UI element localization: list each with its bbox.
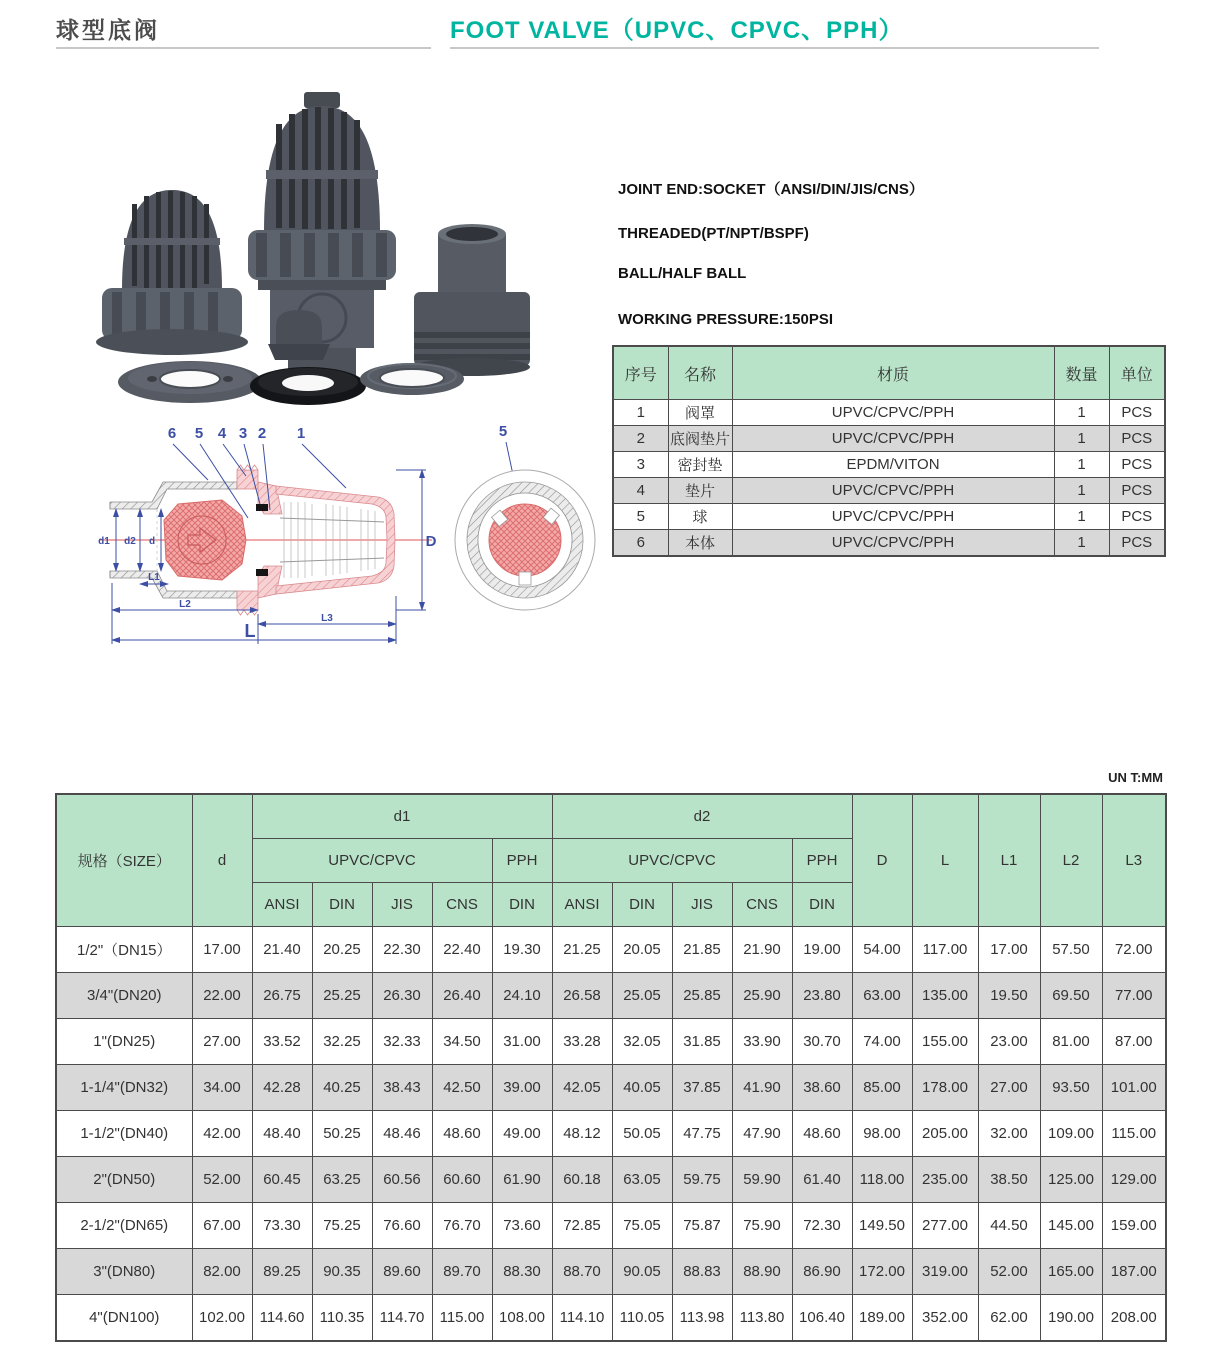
table-row (56, 1111, 1166, 1157)
dim-header-d2-group: d2 (552, 794, 852, 839)
table-cell: EPDM/VITON (732, 452, 1054, 478)
table-cell: 89.25 (252, 1249, 312, 1295)
table-cell: 1 (1054, 426, 1109, 452)
table-cell: 118.00 (852, 1157, 912, 1203)
dim-header-L: L (912, 794, 978, 927)
table-cell: 87.00 (1102, 1019, 1166, 1065)
parts-header-qty: 数量 (1054, 346, 1109, 400)
table-cell: 352.00 (912, 1295, 978, 1342)
spec-joint-end: JOINT END:SOCKET（ANSI/DIN/JIS/CNS） (618, 181, 924, 198)
table-cell: 60.56 (372, 1157, 432, 1203)
table-row (613, 452, 1165, 478)
table-cell: 75.05 (612, 1203, 672, 1249)
table-cell: 23.80 (792, 973, 852, 1019)
table-cell: UPVC/CPVC/PPH (732, 426, 1054, 452)
table-cell: 22.40 (432, 927, 492, 973)
table-cell: 27.00 (192, 1019, 252, 1065)
table-cell: PCS (1109, 452, 1165, 478)
callout-2: 2 (257, 425, 267, 442)
table-cell: 25.05 (612, 973, 672, 1019)
table-cell: 垫片 (668, 478, 732, 504)
table-cell: 77.00 (1102, 973, 1166, 1019)
table-cell: PCS (1109, 400, 1165, 426)
table-cell: 149.50 (852, 1203, 912, 1249)
table-cell: 52.00 (978, 1249, 1040, 1295)
table-cell: 81.00 (1040, 1019, 1102, 1065)
table-cell: 42.05 (552, 1065, 612, 1111)
table-cell: 86.90 (792, 1249, 852, 1295)
dim-header-d1-jis: JIS (372, 883, 432, 927)
table-cell: 88.70 (552, 1249, 612, 1295)
title-underline-left (56, 47, 431, 49)
table-cell: 67.00 (192, 1203, 252, 1249)
table-cell: 90.05 (612, 1249, 672, 1295)
table-cell: 1"(DN25) (56, 1019, 192, 1065)
table-cell: 159.00 (1102, 1203, 1166, 1249)
table-cell: 113.98 (672, 1295, 732, 1342)
table-cell: 40.05 (612, 1065, 672, 1111)
table-row (56, 1203, 1166, 1249)
table-cell: 1 (1054, 452, 1109, 478)
table-cell: 187.00 (1102, 1249, 1166, 1295)
table-cell: UPVC/CPVC/PPH (732, 504, 1054, 530)
dim-header-d1-upvc: UPVC/CPVC (252, 839, 492, 883)
dim-header-d1-cns: CNS (432, 883, 492, 927)
table-cell: 82.00 (192, 1249, 252, 1295)
dim-header-size: 规格（SIZE） (56, 794, 192, 927)
table-cell: 41.90 (732, 1065, 792, 1111)
table-cell: 1/2"（DN15） (56, 927, 192, 973)
dim-header-L2: L2 (1040, 794, 1102, 927)
table-cell: 26.58 (552, 973, 612, 1019)
page-title-chinese: 球型底阀 (56, 17, 160, 43)
table-cell: 106.40 (792, 1295, 852, 1342)
table-row (56, 1065, 1166, 1111)
table-cell: 26.30 (372, 973, 432, 1019)
table-cell: 34.00 (192, 1065, 252, 1111)
dim-header-d1-din: DIN (312, 883, 372, 927)
table-cell: 25.85 (672, 973, 732, 1019)
parts-table (612, 345, 1166, 557)
table-cell: 30.70 (792, 1019, 852, 1065)
table-cell: 88.90 (732, 1249, 792, 1295)
table-cell: 98.00 (852, 1111, 912, 1157)
table-cell: 1 (1054, 478, 1109, 504)
table-cell: 1 (1054, 530, 1109, 557)
dim-label-D: D (425, 533, 437, 550)
table-cell: 32.00 (978, 1111, 1040, 1157)
table-cell: 190.00 (1040, 1295, 1102, 1342)
table-cell: UPVC/CPVC/PPH (732, 530, 1054, 557)
table-cell: 3/4"(DN20) (56, 973, 192, 1019)
table-cell: 69.50 (1040, 973, 1102, 1019)
table-cell: 113.80 (732, 1295, 792, 1342)
table-cell: 2 (613, 426, 668, 452)
dimension-labels (98, 423, 507, 641)
table-cell: 31.85 (672, 1019, 732, 1065)
table-cell: 63.00 (852, 973, 912, 1019)
table-cell: 48.60 (792, 1111, 852, 1157)
dim-header-d1-ansi: ANSI (252, 883, 312, 927)
table-cell: 109.00 (1040, 1111, 1102, 1157)
table-cell: 48.40 (252, 1111, 312, 1157)
parts-header-material: 材质 (732, 346, 1054, 400)
table-row (613, 504, 1165, 530)
photo-left-strainer (96, 190, 248, 355)
table-cell: 22.00 (192, 973, 252, 1019)
table-row (56, 1157, 1166, 1203)
title-underline-right (450, 47, 1099, 49)
table-row (613, 400, 1165, 426)
table-cell: 60.60 (432, 1157, 492, 1203)
table-cell: 2"(DN50) (56, 1157, 192, 1203)
product-photo (60, 82, 580, 417)
table-cell: 31.00 (492, 1019, 552, 1065)
table-cell: 72.85 (552, 1203, 612, 1249)
dim-header-d2-ansi: ANSI (552, 883, 612, 927)
dim-header-L1: L1 (978, 794, 1040, 927)
table-cell: 75.87 (672, 1203, 732, 1249)
table-cell: 48.12 (552, 1111, 612, 1157)
table-cell: 5 (613, 504, 668, 530)
table-cell: 62.00 (978, 1295, 1040, 1342)
table-cell: 85.00 (852, 1065, 912, 1111)
table-cell: 34.50 (432, 1019, 492, 1065)
table-cell: 19.30 (492, 927, 552, 973)
dim-label-d: d (148, 536, 156, 547)
dimension-table (55, 793, 1167, 1342)
parts-header-name: 名称 (668, 346, 732, 400)
spec-threaded: THREADED(PT/NPT/BSPF) (618, 225, 809, 242)
callout-3: 3 (238, 425, 248, 442)
table-cell: 88.83 (672, 1249, 732, 1295)
table-cell: 阀罩 (668, 400, 732, 426)
table-cell: 114.70 (372, 1295, 432, 1342)
table-cell: 20.25 (312, 927, 372, 973)
table-row (613, 426, 1165, 452)
table-cell: 72.30 (792, 1203, 852, 1249)
dim-label-L1: L1 (148, 572, 160, 583)
table-cell: 165.00 (1040, 1249, 1102, 1295)
dim-label-L: L (244, 621, 256, 641)
table-cell: 48.46 (372, 1111, 432, 1157)
table-cell: 145.00 (1040, 1203, 1102, 1249)
front-callout-5: 5 (498, 423, 508, 440)
table-cell: 89.70 (432, 1249, 492, 1295)
page-title-english: FOOT VALVE（UPVC、CPVC、PPH） (450, 17, 904, 44)
table-cell: 135.00 (912, 973, 978, 1019)
dim-header-d2-cns: CNS (732, 883, 792, 927)
dim-header-d1-pph: PPH (492, 839, 552, 883)
table-row (56, 973, 1166, 1019)
table-cell: 38.50 (978, 1157, 1040, 1203)
table-cell: 38.60 (792, 1065, 852, 1111)
table-row (613, 478, 1165, 504)
table-cell: 72.00 (1102, 927, 1166, 973)
table-cell: 33.90 (732, 1019, 792, 1065)
table-cell: PCS (1109, 478, 1165, 504)
table-cell: 26.40 (432, 973, 492, 1019)
table-cell: PCS (1109, 426, 1165, 452)
table-cell: 17.00 (978, 927, 1040, 973)
table-cell: 50.25 (312, 1111, 372, 1157)
table-cell: 3 (613, 452, 668, 478)
dim-header-d2-jis: JIS (672, 883, 732, 927)
table-cell: 19.00 (792, 927, 852, 973)
table-cell: 32.05 (612, 1019, 672, 1065)
table-cell: 33.28 (552, 1019, 612, 1065)
table-cell: 205.00 (912, 1111, 978, 1157)
photo-right-socket (414, 224, 530, 376)
table-cell: 40.25 (312, 1065, 372, 1111)
table-cell: 93.50 (1040, 1065, 1102, 1111)
dim-label-L2: L2 (179, 599, 191, 610)
table-cell: 27.00 (978, 1065, 1040, 1111)
table-cell: 22.30 (372, 927, 432, 973)
table-cell: 本体 (668, 530, 732, 557)
table-cell: 102.00 (192, 1295, 252, 1342)
table-cell: 6 (613, 530, 668, 557)
table-row (56, 1295, 1166, 1342)
table-cell: 59.90 (732, 1157, 792, 1203)
table-cell: 319.00 (912, 1249, 978, 1295)
table-cell: 26.75 (252, 973, 312, 1019)
spec-ball-type: BALL/HALF BALL (618, 265, 747, 282)
table-cell: 39.00 (492, 1065, 552, 1111)
table-cell: 114.10 (552, 1295, 612, 1342)
table-cell: UPVC/CPVC/PPH (732, 478, 1054, 504)
dim-header-d2-pph: PPH (792, 839, 852, 883)
dim-header-L3: L3 (1102, 794, 1166, 927)
table-cell: 2-1/2"(DN65) (56, 1203, 192, 1249)
table-cell: 52.00 (192, 1157, 252, 1203)
parts-header-unit: 单位 (1109, 346, 1165, 400)
dim-label-d1: d1 (98, 536, 110, 547)
table-cell: 108.00 (492, 1295, 552, 1342)
table-cell: 88.30 (492, 1249, 552, 1295)
table-cell: 32.25 (312, 1019, 372, 1065)
table-cell: 61.90 (492, 1157, 552, 1203)
table-cell: 密封垫 (668, 452, 732, 478)
table-cell: 49.00 (492, 1111, 552, 1157)
table-cell: UPVC/CPVC/PPH (732, 400, 1054, 426)
table-cell: 1 (1054, 400, 1109, 426)
parts-header-no: 序号 (613, 346, 668, 400)
dim-label-d2: d2 (124, 536, 136, 547)
dim-header-d2-din: DIN (612, 883, 672, 927)
dim-header-d: d (192, 794, 252, 927)
table-cell: 球 (668, 504, 732, 530)
table-cell: 50.05 (612, 1111, 672, 1157)
cross-section-drawing (60, 418, 620, 663)
callout-1: 1 (296, 425, 306, 442)
unit-note: UN T:MM (1108, 770, 1163, 785)
table-cell: 42.28 (252, 1065, 312, 1111)
table-cell: 75.90 (732, 1203, 792, 1249)
table-cell: 3"(DN80) (56, 1249, 192, 1295)
table-cell: 17.00 (192, 927, 252, 973)
dim-header-d1-pph-din: DIN (492, 883, 552, 927)
table-cell: 20.05 (612, 927, 672, 973)
table-cell: 47.75 (672, 1111, 732, 1157)
table-cell: 74.00 (852, 1019, 912, 1065)
table-cell: 57.50 (1040, 927, 1102, 973)
table-cell: 208.00 (1102, 1295, 1166, 1342)
table-cell: 19.50 (978, 973, 1040, 1019)
table-cell: 115.00 (1102, 1111, 1166, 1157)
table-cell: 89.60 (372, 1249, 432, 1295)
table-cell: 110.35 (312, 1295, 372, 1342)
table-cell: 60.45 (252, 1157, 312, 1203)
dim-label-L3: L3 (321, 613, 333, 624)
table-row (56, 1249, 1166, 1295)
table-cell: 24.10 (492, 973, 552, 1019)
table-cell: 73.30 (252, 1203, 312, 1249)
table-cell: 25.25 (312, 973, 372, 1019)
table-cell: 110.05 (612, 1295, 672, 1342)
table-cell: 178.00 (912, 1065, 978, 1111)
table-cell: 90.35 (312, 1249, 372, 1295)
table-cell: 125.00 (1040, 1157, 1102, 1203)
table-cell: 76.70 (432, 1203, 492, 1249)
table-cell: 172.00 (852, 1249, 912, 1295)
table-cell: 60.18 (552, 1157, 612, 1203)
table-row (56, 1019, 1166, 1065)
table-cell: 63.05 (612, 1157, 672, 1203)
table-cell: 114.60 (252, 1295, 312, 1342)
table-cell: 61.40 (792, 1157, 852, 1203)
table-cell: 47.90 (732, 1111, 792, 1157)
table-cell: 117.00 (912, 927, 978, 973)
table-cell: 25.90 (732, 973, 792, 1019)
table-cell: 63.25 (312, 1157, 372, 1203)
table-cell: 277.00 (912, 1203, 978, 1249)
table-cell: PCS (1109, 504, 1165, 530)
table-cell: 115.00 (432, 1295, 492, 1342)
table-cell: 21.90 (732, 927, 792, 973)
table-cell: 1-1/2"(DN40) (56, 1111, 192, 1157)
table-cell: 42.00 (192, 1111, 252, 1157)
table-cell: 33.52 (252, 1019, 312, 1065)
ball-section (164, 500, 246, 580)
table-cell: 235.00 (912, 1157, 978, 1203)
table-cell: 54.00 (852, 927, 912, 973)
table-cell: 1 (613, 400, 668, 426)
table-cell: 48.60 (432, 1111, 492, 1157)
table-row (613, 530, 1165, 557)
table-cell: PCS (1109, 530, 1165, 557)
callout-5: 5 (194, 425, 204, 442)
dim-header-d2-pph-din: DIN (792, 883, 852, 927)
table-cell: 21.40 (252, 927, 312, 973)
table-cell: 59.75 (672, 1157, 732, 1203)
table-cell: 21.85 (672, 927, 732, 973)
table-cell: 75.25 (312, 1203, 372, 1249)
table-cell: 155.00 (912, 1019, 978, 1065)
table-cell: 底阀垫片 (668, 426, 732, 452)
table-cell: 23.00 (978, 1019, 1040, 1065)
table-cell: 32.33 (372, 1019, 432, 1065)
table-cell: 189.00 (852, 1295, 912, 1342)
dim-header-d2-upvc: UPVC/CPVC (552, 839, 792, 883)
table-cell: 44.50 (978, 1203, 1040, 1249)
table-cell: 38.43 (372, 1065, 432, 1111)
table-cell: 42.50 (432, 1065, 492, 1111)
table-cell: 21.25 (552, 927, 612, 973)
table-cell: 129.00 (1102, 1157, 1166, 1203)
table-cell: 4 (613, 478, 668, 504)
table-row (56, 927, 1166, 973)
table-cell: 76.60 (372, 1203, 432, 1249)
table-cell: 1 (1054, 504, 1109, 530)
table-cell: 37.85 (672, 1065, 732, 1111)
table-cell: 4"(DN100) (56, 1295, 192, 1342)
dim-header-D: D (852, 794, 912, 927)
spec-working-pressure: WORKING PRESSURE:150PSI (618, 311, 834, 328)
table-cell: 1-1/4"(DN32) (56, 1065, 192, 1111)
callout-4: 4 (217, 425, 227, 442)
front-view-drawing (455, 470, 595, 610)
dim-header-d1-group: d1 (252, 794, 552, 839)
table-cell: 101.00 (1102, 1065, 1166, 1111)
callout-6: 6 (167, 425, 177, 442)
table-cell: 73.60 (492, 1203, 552, 1249)
